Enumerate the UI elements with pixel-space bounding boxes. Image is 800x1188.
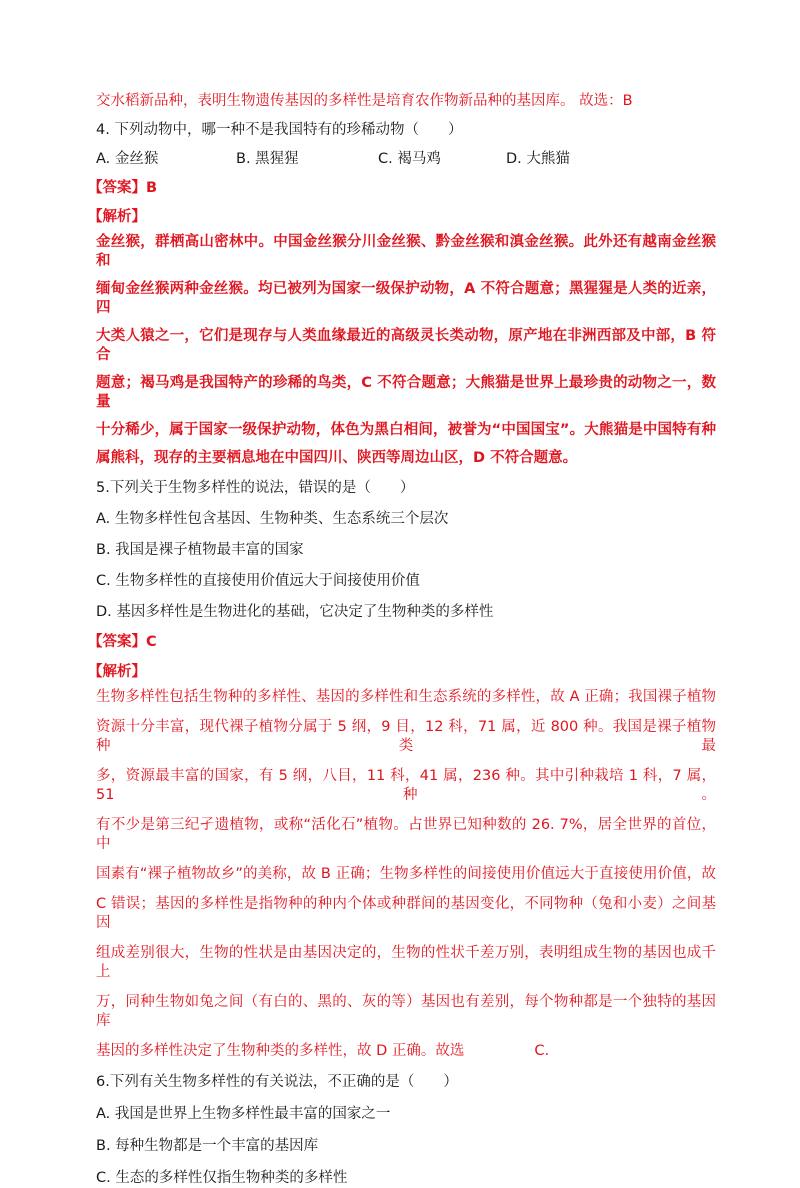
q3-analysis-tail: 交水稻新品种，表明生物遗传基因的多样性是培育农作物新品种的基因库。 故选：B bbox=[96, 93, 633, 109]
q6-stem: 6.下列有关生物多样性的有关说法，不正确的是（ ） bbox=[96, 1074, 458, 1090]
q4-option-d: D. 大熊猫 bbox=[506, 151, 570, 167]
analysis-line: 大类人猿之一，它们是现存与人类血缘最近的高级灵长类动物，原产地在非洲西部及中部，B 符合 bbox=[96, 328, 716, 363]
q4-analysis-label: 【解析】 bbox=[88, 209, 146, 225]
q5-option-c: C. 生物多样性的直接使用价值远大于间接使用价值 bbox=[96, 573, 420, 589]
q5-analysis bbox=[96, 688, 716, 1061]
analysis-line: 生物多样性包括生物种的多样性、基因的多样性和生态系统的多样性，故 A 正确；我国裸子植物 bbox=[96, 689, 716, 705]
analysis-line: 万，同种生物如兔之间（有白的、黑的、灰的等）基因也有差别，每个物种都是一个独特的基因库 bbox=[96, 994, 716, 1029]
analysis-line: 缅甸金丝猴两种金丝猴。均已被列为国家一级保护动物，A 不符合题意；黑猩猩是人类的近亲，四 bbox=[96, 281, 716, 316]
q4-option-c: C. 褐马鸡 bbox=[378, 151, 441, 167]
q4-options bbox=[96, 150, 716, 169]
q5-option-b: B. 我国是裸子植物最丰富的国家 bbox=[96, 542, 304, 558]
q5-option-a: A. 生物多样性包含基因、生物种类、生态系统三个层次 bbox=[96, 511, 449, 527]
q6-option-a: A. 我国是世界上生物多样性最丰富的国家之一 bbox=[96, 1106, 391, 1122]
q5-answer: 【答案】C bbox=[88, 634, 157, 650]
analysis-line: 有不少是第三纪孑遗植物，或称“活化石”植物。占世界已知种数的 26. 7%，居全世界的首位，中 bbox=[96, 817, 716, 852]
analysis-line: 十分稀少，属于国家一级保护动物，体色为黑白相间，被誉为“中国国宝”。大熊猫是中国特有种 bbox=[96, 422, 716, 438]
analysis-line: C 错误；基因的多样性是指物种的种内个体或种群间的基因变化，不同物种（兔和小麦）之间基因 bbox=[96, 896, 716, 931]
analysis-line: 金丝猴，群栖高山密林中。中国金丝猴分川金丝猴、黔金丝猴和滇金丝猴。此外还有越南金丝猴和 bbox=[96, 234, 716, 269]
q5-analysis-label: 【解析】 bbox=[88, 664, 146, 680]
q5-stem: 5.下列关于生物多样性的说法，错误的是（ ） bbox=[96, 480, 415, 496]
analysis-choice: C. bbox=[534, 1043, 550, 1059]
analysis-line-last bbox=[96, 1042, 716, 1061]
q6-option-c: C. 生态的多样性仅指生物种类的多样性 bbox=[96, 1170, 348, 1186]
q4-option-b: B. 黑猩猩 bbox=[236, 151, 299, 167]
analysis-line: 组成差别很大，生物的性状是由基因决定的，生物的性状千差万别，表明组成生物的基因也成千上 bbox=[96, 945, 716, 980]
q4-answer: 【答案】B bbox=[88, 180, 158, 196]
analysis-line: 国素有“裸子植物故乡”的美称，故 B 正确；生物多样性的间接使用价值远大于直接使用价值，故 bbox=[96, 866, 716, 882]
q5-option-d: D. 基因多样性是生物进化的基础，它决定了生物种类的多样性 bbox=[96, 604, 494, 620]
analysis-line: 资源十分丰富，现代裸子植物分属于 5 纲，9 目，12 科，71 属，近 800 种。我国是裸子植物种类最 bbox=[96, 719, 716, 754]
document-page bbox=[88, 92, 716, 1188]
analysis-line: 属熊科，现存的主要栖息地在中国四川、陕西等周边山区，D 不符合题意。 bbox=[96, 450, 578, 466]
analysis-line: 题意；褐马鸡是我国特产的珍稀的鸟类，C 不符合题意；大熊猫是世界上最珍贵的动物之一，数量 bbox=[96, 375, 716, 410]
analysis-line: 多，资源最丰富的国家，有 5 纲，八目，11 科，41 属，236 种。其中引种栽培 1 科，7 属，51 种。 bbox=[96, 768, 716, 803]
q4-option-a: A. 金丝猴 bbox=[96, 151, 159, 167]
q4-stem: 4. 下列动物中，哪一种不是我国特有的珍稀动物（ ） bbox=[96, 122, 463, 138]
q6-option-b: B. 每种生物都是一个丰富的基因库 bbox=[96, 1138, 319, 1154]
q4-analysis bbox=[96, 233, 716, 468]
analysis-text: 基因的多样性决定了生物种类的多样性，故 D 正确。故选 bbox=[96, 1043, 465, 1059]
